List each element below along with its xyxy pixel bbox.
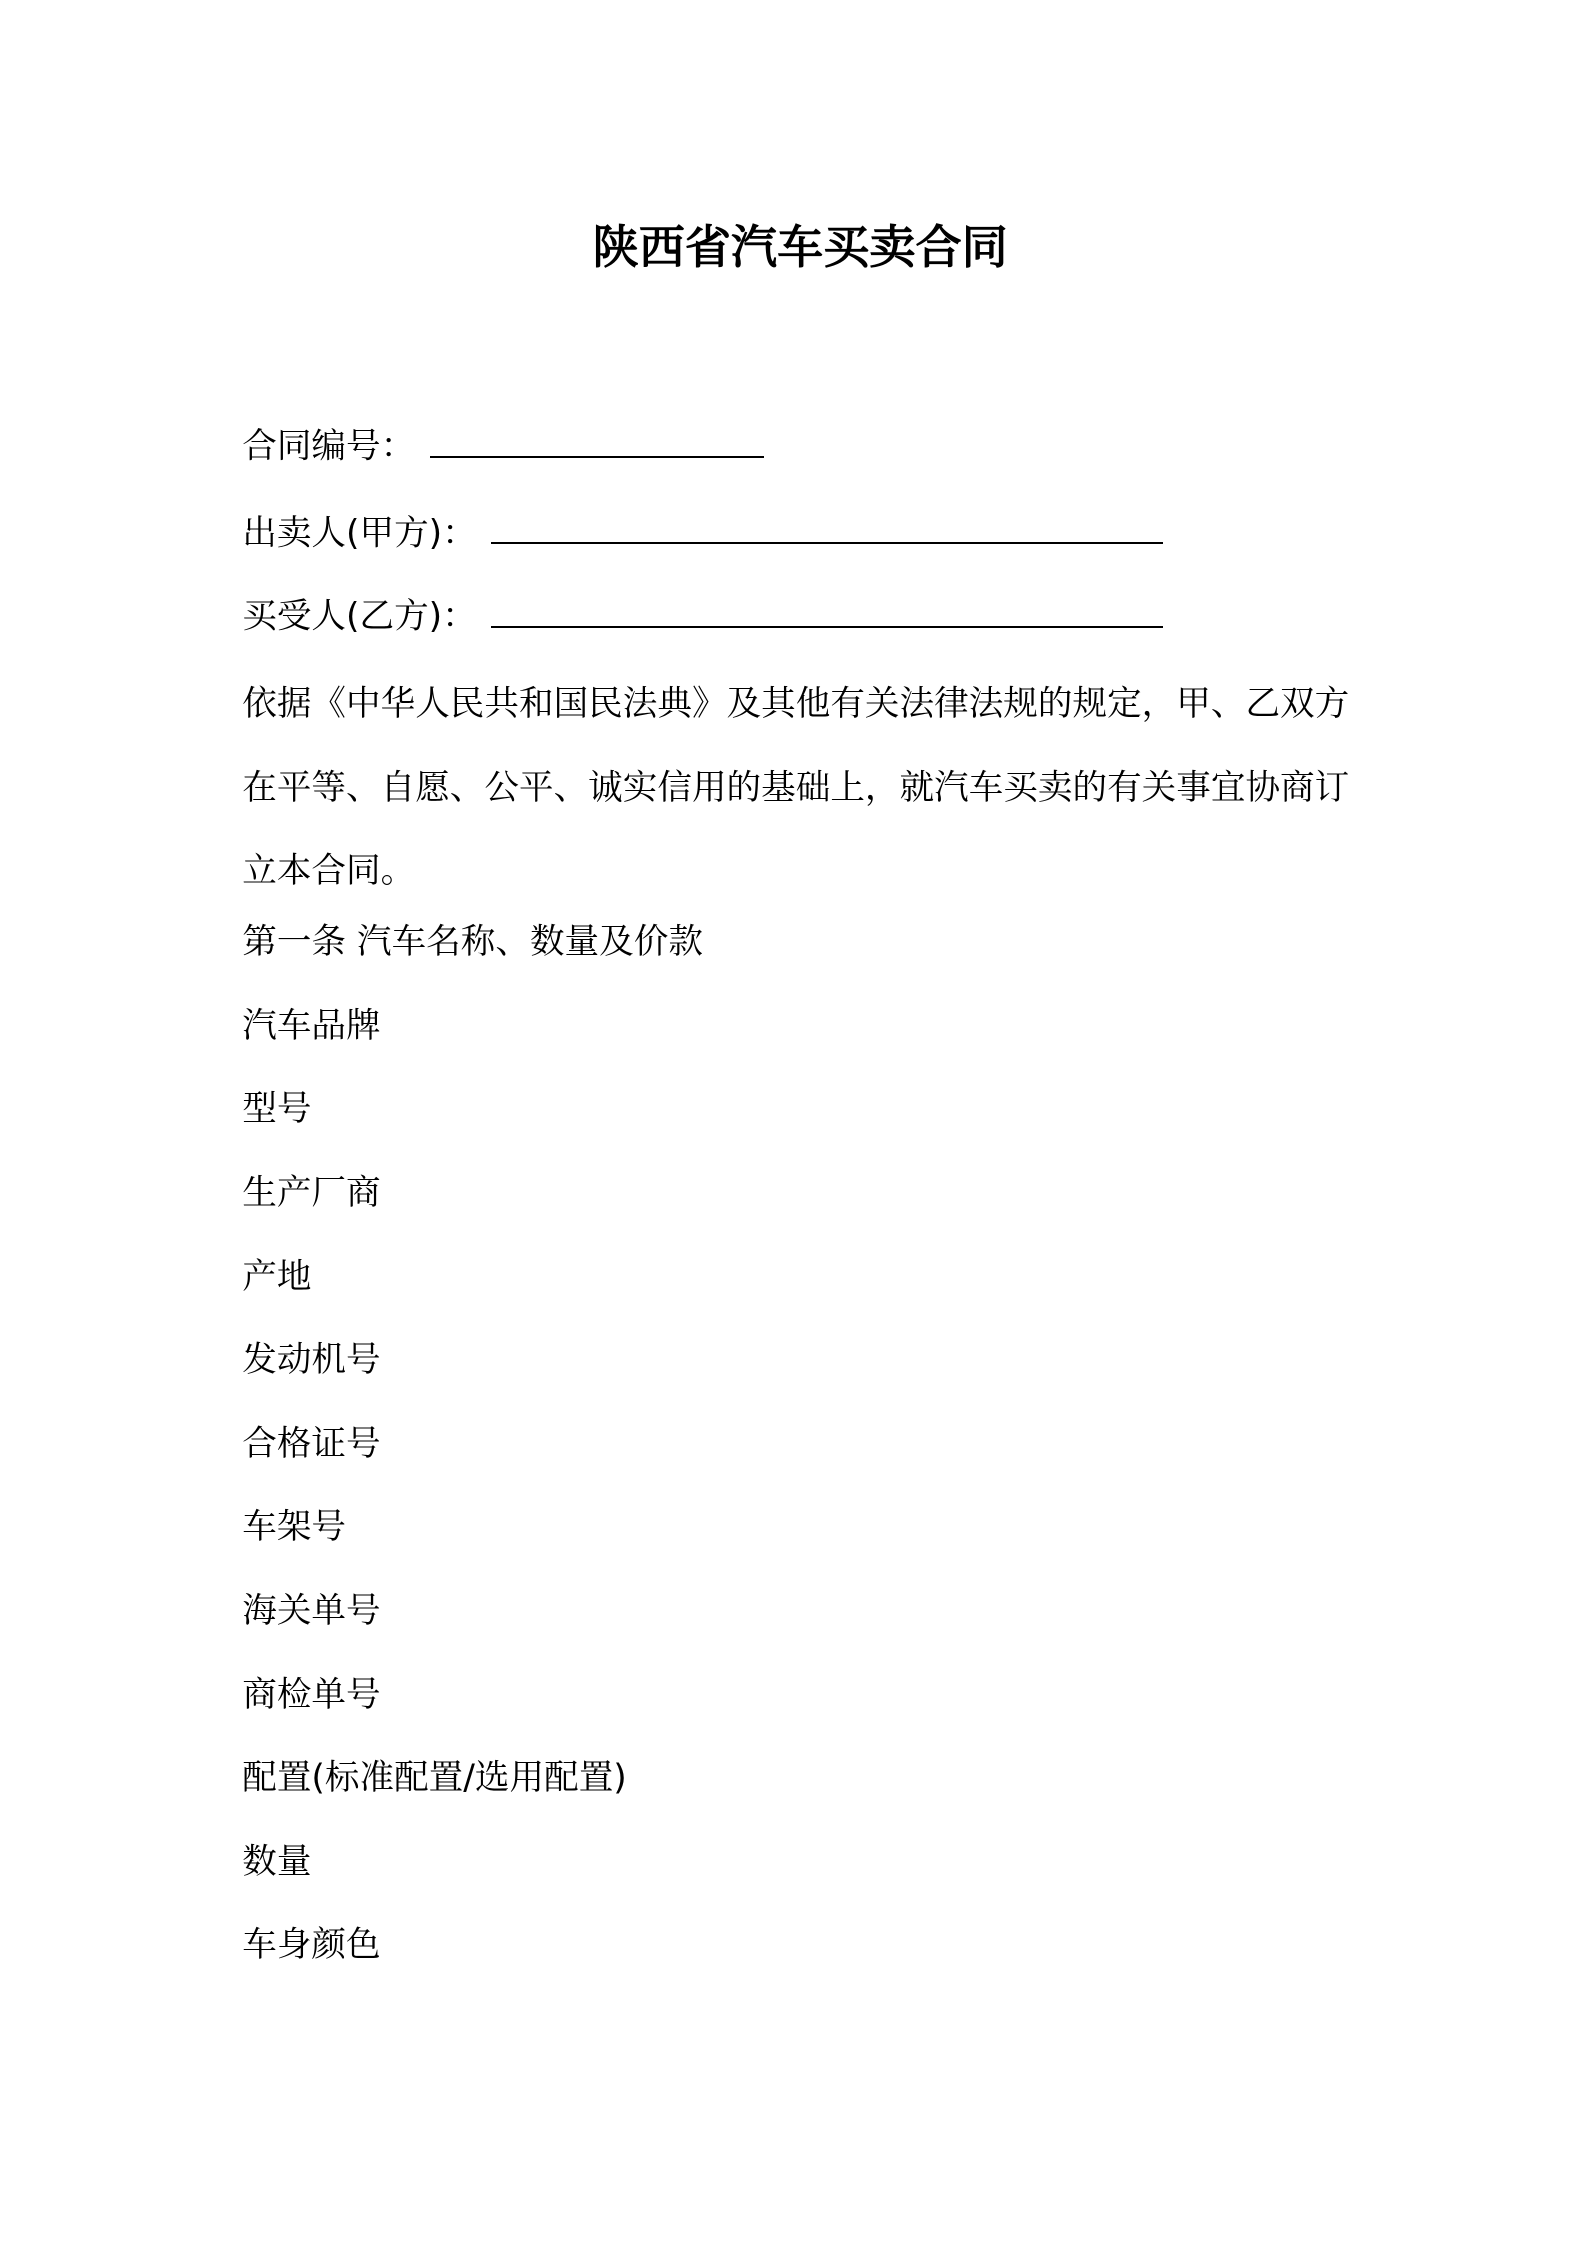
list-item: 合格证号 — [242, 1423, 381, 1464]
seller-field — [242, 505, 1163, 560]
list-item: 发动机号 — [242, 1340, 381, 1381]
contract-number-field — [242, 418, 764, 473]
article-1-list — [242, 901, 703, 1988]
seller-blank — [491, 505, 1163, 544]
list-item: 配置(标准配置/选用配置) — [242, 1758, 627, 1799]
list-item: 海关单号 — [242, 1591, 381, 1631]
buyer-field — [242, 588, 1163, 643]
list-item: 生产厂商 — [242, 1172, 381, 1213]
list-item: 商检单号 — [242, 1674, 381, 1715]
list-item: 型号 — [242, 1089, 312, 1130]
list-item: 车架号 — [242, 1507, 347, 1548]
list-item: 汽车品牌 — [242, 1005, 381, 1046]
list-item: 车身颜色 — [242, 1925, 381, 1966]
article-1-heading: 第一条 汽车名称、数量及价款 — [242, 922, 703, 963]
buyer-label: 买受人(乙方)： — [242, 596, 477, 637]
document-title: 陕西省汽车买卖合同 — [592, 220, 1008, 275]
buyer-blank — [491, 588, 1163, 627]
seller-label: 出卖人(甲方)： — [242, 513, 477, 554]
contract-number-label: 合同编号： — [242, 426, 416, 467]
contract-number-blank — [430, 418, 764, 457]
preamble-paragraph: 依据《中华人民共和国民法典》及其他有关法律法规的规定，甲、乙双方在平等、自愿、公平、诚实信用的基础上，就汽车买卖的有关事宜协商订立本合同。 — [242, 684, 1350, 892]
list-item: 产地 — [242, 1256, 312, 1297]
list-item: 数量 — [242, 1841, 312, 1882]
